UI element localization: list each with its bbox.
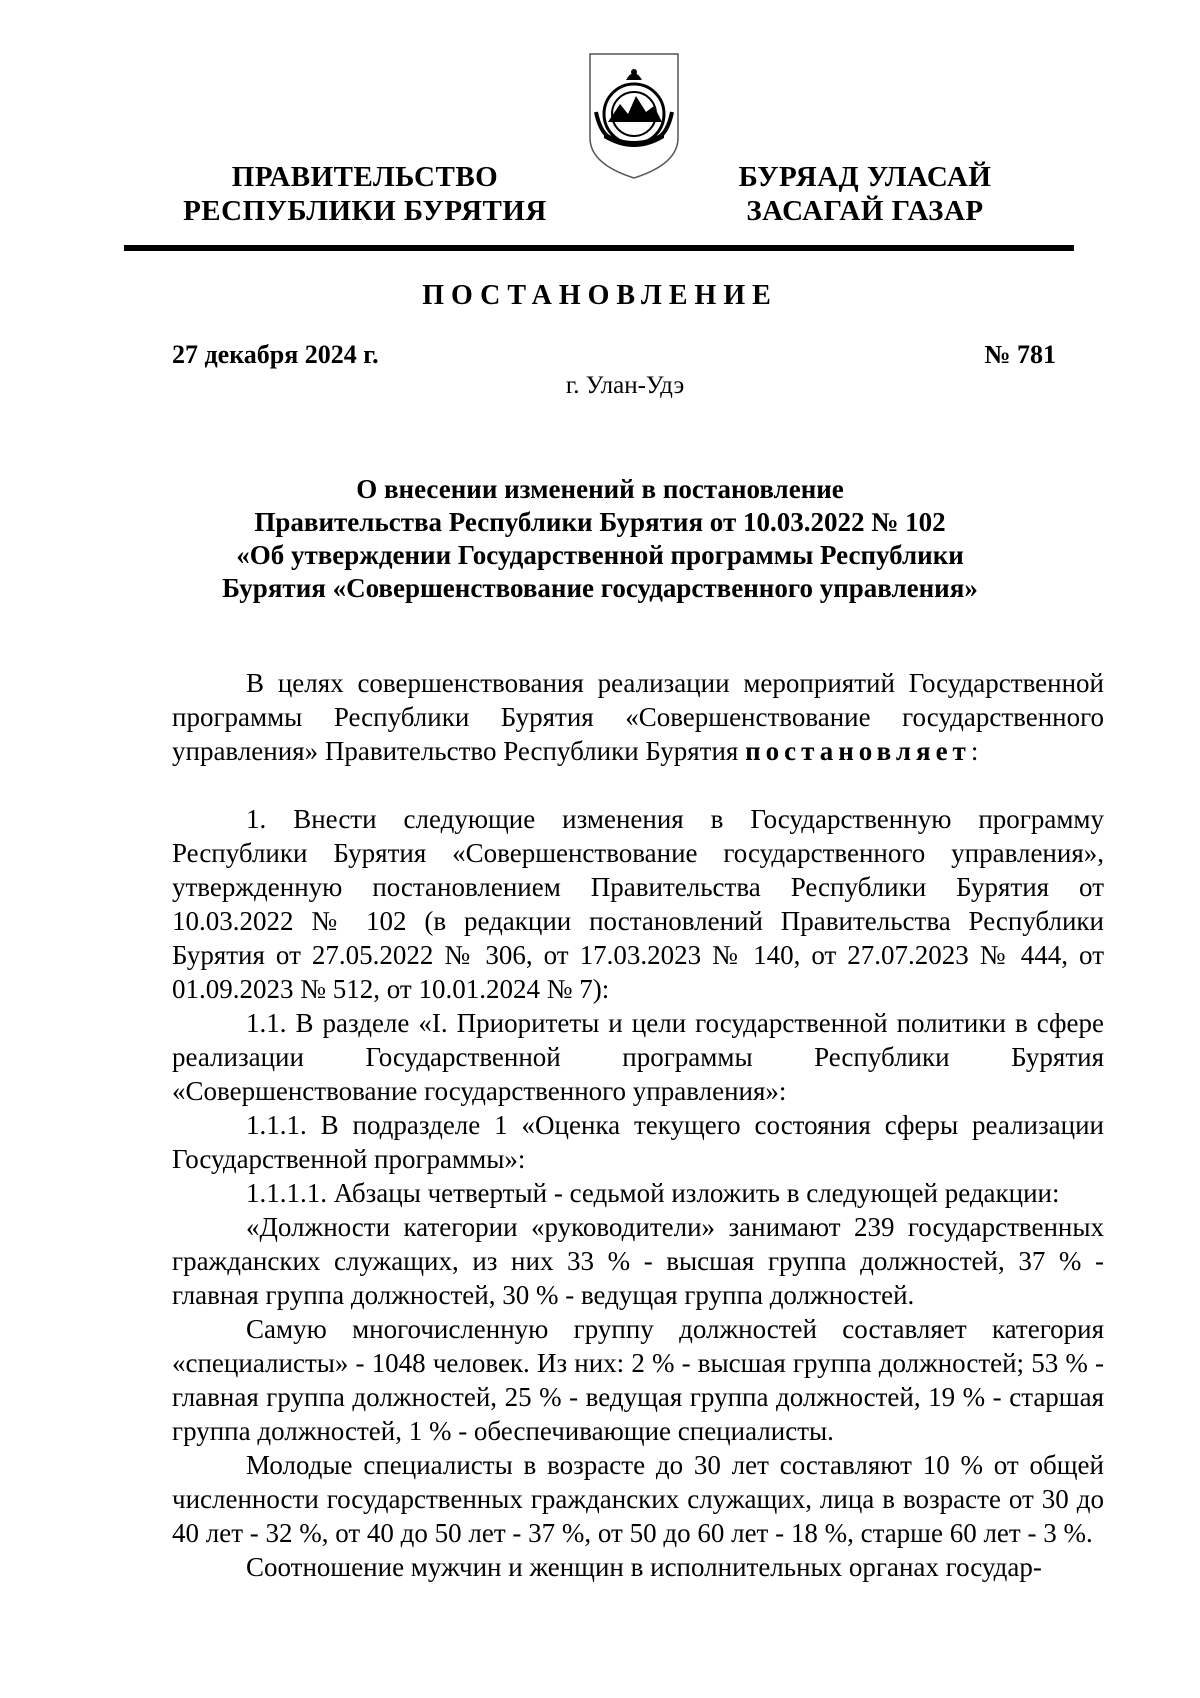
paragraph-leaders: «Должности категории «руководители» занимают 239 государственных гражданских служащих, из них 33 % - высшая группа должностей, 37 % - главная группа должностей, 30 % - ведущая группа должностей. xyxy=(172,1212,1104,1310)
document-city: г. Улан-Удэ xyxy=(565,372,685,399)
intro-end: : xyxy=(970,736,979,766)
intro-paragraph xyxy=(172,666,1104,768)
intro-text: В целях совершенствования реализации мероприятий Государственной программы Республики Бурятия «Совершенствование государственного управления» Правительство Республики Бурятия xyxy=(172,668,1104,766)
document-number: № 781 xyxy=(984,340,1056,369)
subject-line1: О внесении изменений в постановление xyxy=(356,474,844,504)
header-right-line1: БУРЯАД УЛАСАЙ xyxy=(738,161,992,193)
paragraph-1-1: 1.1. В разделе «I. Приоритеты и цели государственной политики в сфере реализации Государственной программы Республики Бурятия «Совершенствование государственного управления»: xyxy=(172,1008,1104,1106)
coat-of-arms-icon xyxy=(586,52,682,180)
paragraph-gender-ratio: Соотношение мужчин и женщин в исполнительных органах государ- xyxy=(246,1552,1042,1582)
header-left xyxy=(170,160,560,228)
paragraph-1-1-1-1: 1.1.1.1. Абзацы четвертый - седьмой изложить в следующей редакции: xyxy=(246,1178,1060,1208)
paragraph-young-specialists: Молодые специалисты в возрасте до 30 лет составляют 10 % от общей численности государственных гражданских служащих, лица в возрасте от 30 до 40 лет - 32 %, от 40 до 50 лет - 37 %, от 50 до 60 лет - 18 %, старше 60 лет - 3 %. xyxy=(172,1450,1104,1548)
document-subject xyxy=(150,473,1050,605)
paragraph-1: 1. Внести следующие изменения в Государственную программу Республики Бурятия «Совершенствование государственного управления», утвержденную постановлением Правительства Республики Бурятия от 10.03.2022 № 102 (в редакции постановлений Правительства Республики Бурятия от 27.05.2022 № 306, от 17.03.2023 № 140, от 27.07.2023 № 444, от 01.09.2023 № 512, от 10.01.2024 № 7): xyxy=(172,804,1104,1004)
paragraph-specialists: Самую многочисленную группу должностей составляет категория «специалисты» - 1048 человек. Из них: 2 % - высшая группа должностей; 53 % - главная группа должностей, 25 % - ведущая группа должностей, 19 % - старшая группа должностей, 1 % - обеспечивающие специалисты. xyxy=(172,1314,1104,1446)
header-divider xyxy=(124,245,1074,251)
document-body xyxy=(172,666,1104,1584)
paragraph-1-1-1: 1.1.1. В подразделе 1 «Оценка текущего состояния сферы реализации Государственной программы»: xyxy=(172,1110,1104,1174)
document-date: 27 декабря 2024 г. xyxy=(172,340,379,369)
header-right-line2: ЗАСАГАЙ ГАЗАР xyxy=(746,195,984,227)
document-type: ПОСТАНОВЛЕНИЕ xyxy=(422,280,778,311)
subject-line3: «Об утверждении Государственной программы Республики xyxy=(236,540,964,570)
header-left-line2: РЕСПУБЛИКИ БУРЯТИЯ xyxy=(183,195,547,227)
header-right xyxy=(705,160,1025,228)
subject-line4: Бурятия «Совершенствование государственного управления» xyxy=(222,573,978,603)
decree-word: постановляет xyxy=(745,736,971,766)
subject-line2: Правительства Республики Бурятия от 10.03.2022 № 102 xyxy=(254,507,946,537)
header-left-line1: ПРАВИТЕЛЬСТВО xyxy=(231,161,499,193)
